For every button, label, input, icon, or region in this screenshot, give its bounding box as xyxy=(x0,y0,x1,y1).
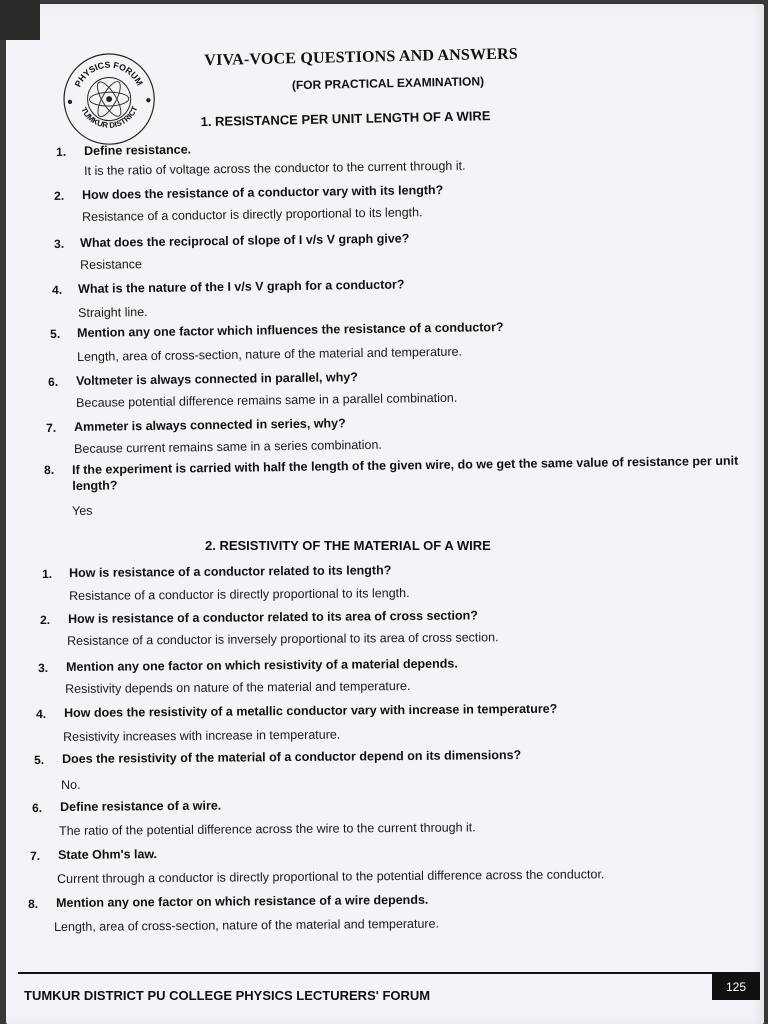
physics-forum-logo xyxy=(59,49,159,149)
page-number: 125 xyxy=(712,974,760,1000)
question-number: 2. xyxy=(40,612,51,627)
question-number: 1. xyxy=(56,144,67,159)
question-text: How does the resistivity of a metallic conductor vary with increase in temperature? xyxy=(64,701,558,720)
question-text: Define resistance of a wire. xyxy=(60,798,222,814)
answer-text: Current through a conductor is directly proportional to the potential difference across the conductor. xyxy=(57,867,605,886)
section-1-title: 1. RESISTANCE PER UNIT LENGTH OF A WIRE xyxy=(200,108,491,130)
answer-text: Length, area of cross-section, nature of the material and temperature. xyxy=(77,344,463,364)
footer-text: TUMKUR DISTRICT PU COLLEGE PHYSICS LECTURERS' FORUM xyxy=(24,988,431,1003)
answer-text: Resistivity depends on nature of the material and temperature. xyxy=(65,678,411,696)
question-number: 2. xyxy=(54,188,65,203)
question-number: 3. xyxy=(54,236,65,251)
answer-text: Straight line. xyxy=(78,305,148,320)
question-number: 5. xyxy=(50,326,61,341)
question-number: 8. xyxy=(44,462,55,477)
question-text: Ammeter is always connected in series, why? xyxy=(74,416,346,434)
question-text: How is resistance of a conductor related to its length? xyxy=(69,563,392,580)
svg-text:TUMKUR DISTRICT: TUMKUR DISTRICT xyxy=(79,104,140,130)
question-text: Mention any one factor on which resistance of a wire depends. xyxy=(56,892,429,910)
answer-text: Yes xyxy=(72,503,93,518)
answer-text: No. xyxy=(61,777,81,792)
svg-text:PHYSICS FORUM: PHYSICS FORUM xyxy=(72,59,145,89)
question-text: State Ohm's law. xyxy=(58,847,158,862)
question-text: How is resistance of a conductor related to its area of cross section? xyxy=(68,608,478,626)
question-number: 6. xyxy=(32,800,43,815)
section-2-title: 2. RESISTIVITY OF THE MATERIAL OF A WIRE xyxy=(205,538,491,553)
answer-text: Resistance xyxy=(80,257,143,272)
question-text: If the experiment is carried with half the length of the given wire, do we get the same value of resistance per unit length? xyxy=(72,453,739,493)
question-number: 6. xyxy=(48,374,59,389)
question-text: Mention any one factor on which resistivity of a material depends. xyxy=(66,656,458,674)
question-number: 7. xyxy=(30,848,41,863)
answer-text: It is the ratio of voltage across the conductor to the current through it. xyxy=(84,158,466,178)
question-text: Does the resistivity of the material of a conductor depend on its dimensions? xyxy=(62,747,522,766)
question-number: 7. xyxy=(46,420,57,435)
question-number: 1. xyxy=(42,566,53,581)
page-subtitle: (FOR PRACTICAL EXAMINATION) xyxy=(291,74,485,93)
answer-text: Length, area of cross-section, nature of the material and temperature. xyxy=(54,916,440,934)
answer-text: Resistance of a conductor is directly proportional to its length. xyxy=(82,205,423,224)
question-number: 4. xyxy=(52,282,63,297)
page-corner-shadow xyxy=(0,0,40,40)
answer-text: Because potential difference remains same in a parallel combination. xyxy=(76,390,458,410)
question-number: 4. xyxy=(36,706,47,721)
page-title: VIVA-VOCE QUESTIONS AND ANSWERS xyxy=(204,45,519,70)
question-number: 3. xyxy=(38,660,49,675)
footer-divider xyxy=(18,972,760,974)
question-text: Voltmeter is always connected in parallel, why? xyxy=(76,370,358,388)
question-text: What does the reciprocal of slope of I v/s V graph give? xyxy=(80,231,410,250)
answer-text: The ratio of the potential difference across the wire to the current through it. xyxy=(59,820,476,838)
question-text: Mention any one factor which influences the resistance of a conductor? xyxy=(77,320,504,340)
question-text: How does the resistance of a conductor vary with its length? xyxy=(82,182,444,202)
question-text: What is the nature of the I v/s V graph for a conductor? xyxy=(78,277,405,296)
answer-text: Resistivity increases with increase in temperature. xyxy=(63,727,341,744)
answer-text: Because current remains same in a series combination. xyxy=(74,437,382,456)
question-number: 5. xyxy=(34,752,45,767)
question-text: Define resistance. xyxy=(84,142,192,158)
answer-text: Resistance of a conductor is inversely proportional to its area of cross section. xyxy=(67,630,499,648)
question-number: 8. xyxy=(28,896,39,911)
answer-text: Resistance of a conductor is directly proportional to its length. xyxy=(69,586,410,603)
